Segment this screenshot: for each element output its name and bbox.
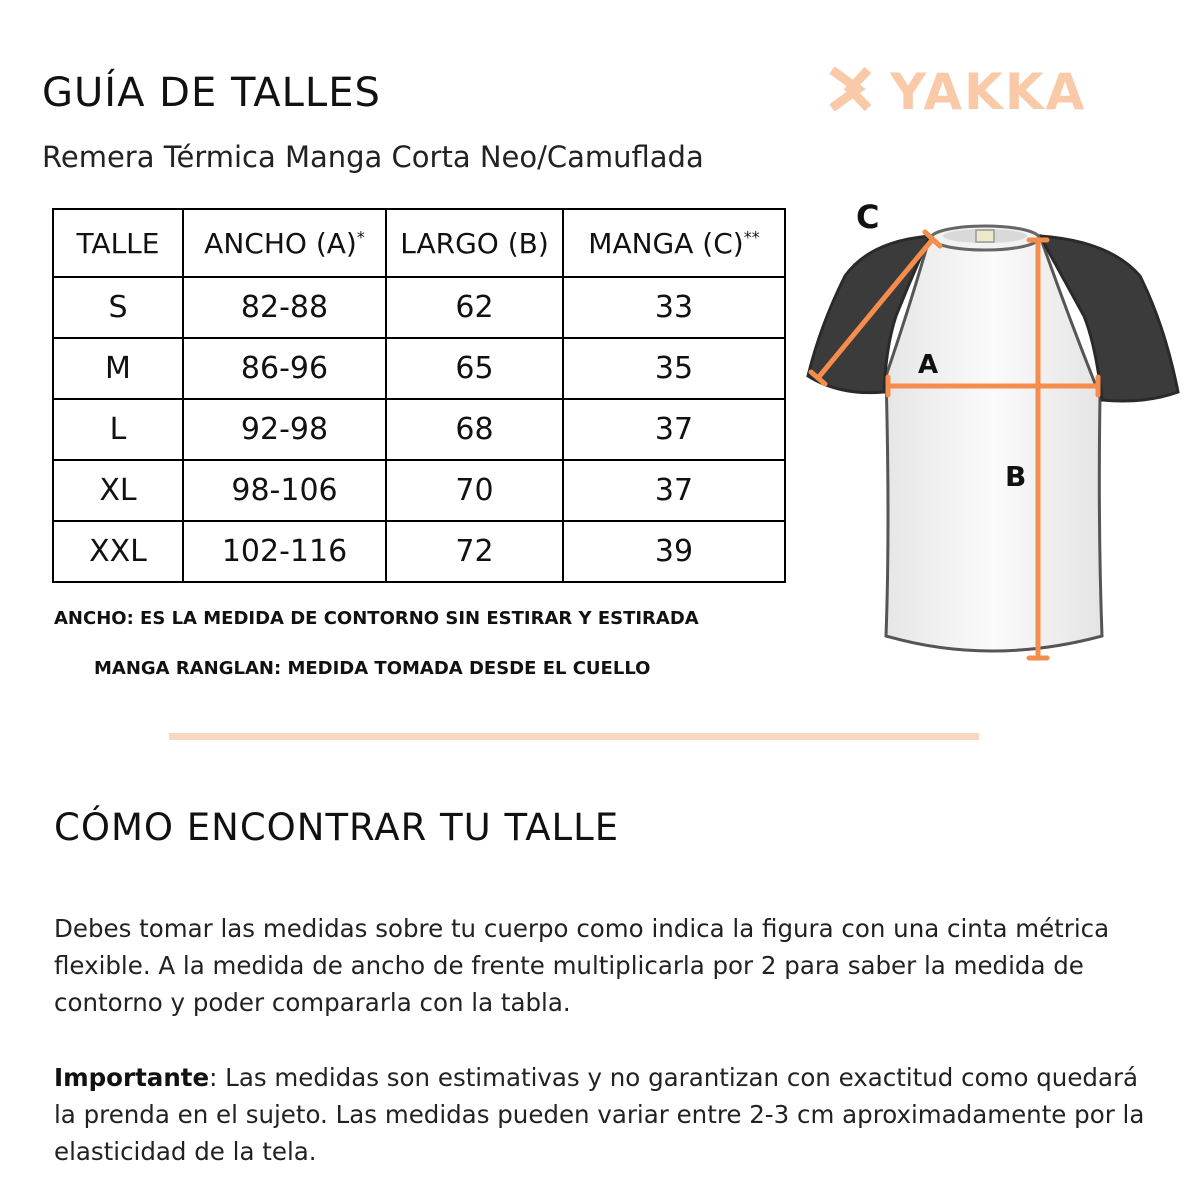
cell-length: 68 <box>386 399 563 460</box>
cell-size: M <box>53 338 183 399</box>
table-header-row <box>53 209 785 277</box>
cell-length: 70 <box>386 460 563 521</box>
header-length: LARGO (B) <box>386 209 563 277</box>
cell-sleeve: 39 <box>563 521 785 582</box>
page-title: GUÍA DE TALLES <box>42 70 381 116</box>
label-b: B <box>1005 460 1027 493</box>
cell-size: L <box>53 399 183 460</box>
cell-sleeve: 37 <box>563 399 785 460</box>
sleeve-footnote-mark: ** <box>743 227 760 247</box>
label-c: C <box>856 198 880 236</box>
how-to-title: CÓMO ENCONTRAR TU TALLE <box>54 806 620 849</box>
cell-size: S <box>53 277 183 338</box>
cell-width: 102-116 <box>183 521 386 582</box>
size-table <box>52 208 786 583</box>
label-a: A <box>918 350 939 380</box>
how-to-paragraph: Debes tomar las medidas sobre tu cuerpo como indica la figura con una cinta métrica flexible. A la medida de ancho de frente multiplicarla por 2 para saber la medida de contorno y poder compararla con la tabla. <box>54 914 1110 1017</box>
cell-size: XL <box>53 460 183 521</box>
cell-size: XXL <box>53 521 183 582</box>
logo-wordmark: YAKKA <box>890 64 1087 114</box>
cell-length: 72 <box>386 521 563 582</box>
cell-width: 92-98 <box>183 399 386 460</box>
important-text: : Las medidas son estimativas y no garantizan con exactitud como quedará la prenda en el sujeto. Las medidas pueden variar entre 2-3 cm aproximadamente por la elasticidad de la tela. <box>54 1063 1145 1166</box>
table-row <box>53 277 785 338</box>
table-row <box>53 521 785 582</box>
table-row <box>53 399 785 460</box>
cell-width: 86-96 <box>183 338 386 399</box>
width-footnote-mark: * <box>356 227 365 247</box>
tshirt-body <box>886 236 1102 651</box>
sleeve-note: MANGA RANGLAN: MEDIDA TOMADA DESDE EL CUELLO <box>94 658 651 679</box>
product-subtitle: Remera Térmica Manga Corta Neo/Camuflada <box>42 140 704 174</box>
width-note: ANCHO: ES LA MEDIDA DE CONTORNO SIN ESTIRAR Y ESTIRADA <box>54 608 699 629</box>
table-row <box>53 338 785 399</box>
important-label: Importante <box>54 1063 210 1092</box>
tshirt-diagram <box>800 196 1190 676</box>
tshirt-tag <box>976 230 994 242</box>
cell-sleeve: 35 <box>563 338 785 399</box>
cell-width: 82-88 <box>183 277 386 338</box>
section-divider <box>169 733 979 740</box>
header-width: ANCHO (A)* <box>183 209 386 277</box>
cell-width: 98-106 <box>183 460 386 521</box>
header-size: TALLE <box>53 209 183 277</box>
yakka-logo <box>828 64 1124 114</box>
cell-length: 65 <box>386 338 563 399</box>
header-sleeve: MANGA (C)** <box>563 209 785 277</box>
cell-sleeve: 33 <box>563 277 785 338</box>
table-row <box>53 460 785 521</box>
cell-sleeve: 37 <box>563 460 785 521</box>
important-paragraph <box>54 1059 1154 1170</box>
cell-length: 62 <box>386 277 563 338</box>
